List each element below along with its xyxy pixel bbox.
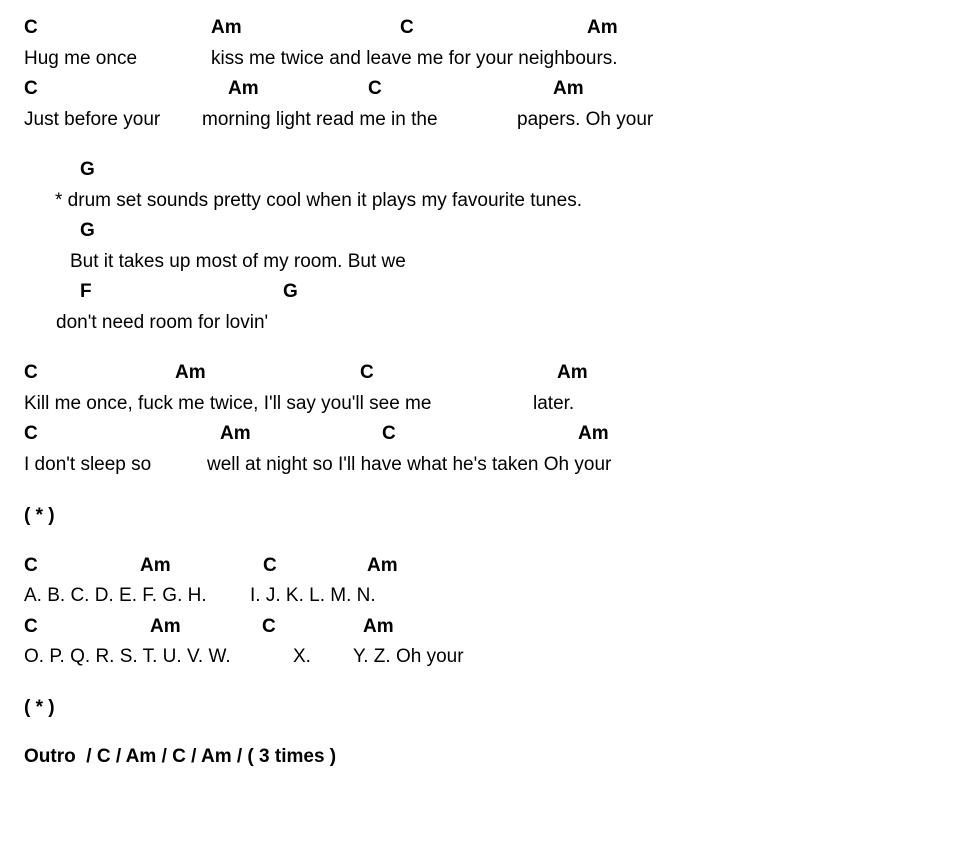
- chord-label: Am: [578, 423, 609, 444]
- chord-label: F: [80, 281, 92, 302]
- lyric-line: [0, 586, 963, 606]
- chord-line: [0, 79, 963, 99]
- lyric-line: [0, 252, 963, 272]
- chord-label: Am: [220, 423, 251, 444]
- chord-line: [0, 363, 963, 383]
- chord-label: C: [24, 362, 38, 383]
- lyric-line: [0, 313, 963, 333]
- chord-label: Am: [150, 616, 181, 637]
- text-segment: papers. Oh your: [517, 109, 654, 130]
- lyric-line: [0, 455, 963, 475]
- text-segment: But it takes up most of my room. But we: [70, 251, 406, 272]
- lyric-line: [0, 647, 963, 667]
- text-segment: * drum set sounds pretty cool when it plays my favourite tunes.: [55, 190, 582, 211]
- outro-line: [0, 747, 963, 767]
- text-segment: ( * ): [24, 697, 55, 718]
- chord-label: Am: [587, 17, 618, 38]
- text-segment: morning light read me in the: [202, 109, 438, 130]
- chord-label: Am: [367, 555, 398, 576]
- text-segment: ( * ): [24, 505, 55, 526]
- text-segment: later.: [533, 393, 575, 414]
- text-segment: don't need room for lovin': [56, 312, 269, 333]
- text-segment: Just before your: [24, 109, 161, 130]
- chord-label: C: [263, 555, 277, 576]
- section-marker-line: [0, 698, 963, 718]
- text-segment: I don't sleep so: [24, 454, 152, 475]
- chord-line: [0, 160, 963, 180]
- text-segment: A. B. C. D. E. F. G. H.: [24, 585, 207, 606]
- chord-line: [0, 221, 963, 241]
- chord-label: C: [368, 78, 382, 99]
- lyric-line: [0, 394, 963, 414]
- text-segment: I. J. K. L. M. N.: [250, 585, 376, 606]
- chord-label: Am: [557, 362, 588, 383]
- chord-label: C: [24, 616, 38, 637]
- chord-line: [0, 18, 963, 38]
- chord-label: Am: [211, 17, 242, 38]
- lyric-line: [0, 191, 963, 211]
- text-segment: well at night so I'll have what he's taken Oh your: [207, 454, 612, 475]
- text-segment: Kill me once, fuck me twice, I'll say you'll see me: [24, 393, 432, 414]
- chord-label: C: [24, 78, 38, 99]
- lyric-line: [0, 110, 963, 130]
- text-segment: X.: [293, 646, 311, 667]
- lyric-line: [0, 49, 963, 69]
- chord-label: Am: [363, 616, 394, 637]
- chord-label: C: [24, 423, 38, 444]
- section-marker-line: [0, 506, 963, 526]
- chord-label: C: [24, 17, 38, 38]
- chord-label: C: [262, 616, 276, 637]
- chord-line: [0, 617, 963, 637]
- text-segment: kiss me twice and leave me for your neighbours.: [211, 48, 618, 69]
- chord-label: G: [80, 159, 95, 180]
- chord-label: G: [283, 281, 298, 302]
- text-segment: Hug me once: [24, 48, 138, 69]
- chord-line: [0, 424, 963, 444]
- chord-label: C: [400, 17, 414, 38]
- chord-label: Am: [553, 78, 584, 99]
- text-segment: Y. Z. Oh your: [353, 646, 464, 667]
- text-segment: Outro / C / Am / C / Am / ( 3 times ): [24, 746, 337, 767]
- chord-label: Am: [140, 555, 171, 576]
- chord-label: C: [24, 555, 38, 576]
- chord-label: C: [360, 362, 374, 383]
- chord-label: Am: [228, 78, 259, 99]
- chord-line: [0, 556, 963, 576]
- chord-label: Am: [175, 362, 206, 383]
- chord-label: C: [382, 423, 396, 444]
- chord-line: [0, 282, 963, 302]
- text-segment: O. P. Q. R. S. T. U. V. W.: [24, 646, 231, 667]
- chord-label: G: [80, 220, 95, 241]
